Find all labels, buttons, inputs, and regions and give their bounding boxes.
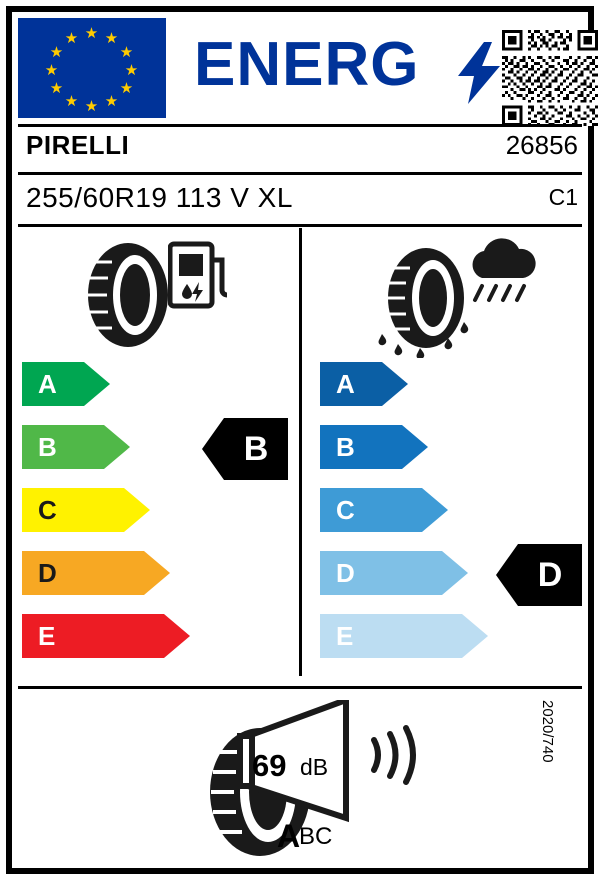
regulation-code: 2020/740 — [539, 700, 556, 763]
divider-vertical — [299, 228, 302, 676]
fuel-grade-d-letter: D — [38, 558, 57, 588]
tyre-size: 255/60R19 113 V XL — [26, 182, 293, 213]
wet-grade-b-letter: B — [336, 432, 355, 462]
wet-result-badge — [496, 544, 582, 606]
divider-noise — [18, 686, 582, 689]
divider-size — [18, 224, 582, 227]
fuel-grade-scale — [22, 362, 182, 677]
brand-name: PIRELLI — [26, 130, 130, 160]
noise-class-selected: A — [277, 818, 301, 854]
wet-grade-c — [320, 488, 480, 532]
wet-grade-e — [320, 614, 480, 658]
fuel-grade-d — [22, 551, 182, 595]
wet-grade-a — [320, 362, 480, 406]
wet-grade-a-letter: A — [336, 369, 355, 399]
noise-value: 69 — [252, 748, 287, 783]
wet-grade-d — [320, 551, 480, 595]
fuel-grade-c-letter: C — [38, 495, 57, 525]
wet-grip-scale — [320, 362, 480, 677]
divider-header — [18, 124, 582, 127]
fuel-grade-a — [22, 362, 182, 406]
fuel-grade-b — [22, 425, 182, 469]
wet-grade-c-letter: C — [336, 495, 355, 525]
fuel-grade-e-letter: E — [38, 621, 56, 651]
energy-wordmark: ENERG — [194, 30, 420, 99]
fuel-pump-icon — [168, 238, 230, 310]
fuel-grade-a-letter: A — [38, 369, 57, 399]
noise-unit: dB — [300, 754, 329, 780]
sound-waves-icon — [368, 722, 430, 788]
fuel-grade-b-letter: B — [38, 432, 57, 462]
eu-flag-icon: ★ ★ ★ ★ ★ ★ ★ ★ ★ ★ ★ ★ — [18, 18, 166, 118]
fuel-grade-e — [22, 614, 182, 658]
wet-result-letter: D — [537, 556, 563, 594]
tyre-wet-icon — [376, 246, 476, 358]
fuel-result-badge — [202, 418, 288, 480]
noise-class-rest: BC — [299, 823, 333, 850]
tyre-icon — [78, 240, 178, 350]
qr-code-icon — [502, 30, 598, 126]
fuel-result-letter: B — [243, 430, 269, 468]
tyre-class: C1 — [548, 184, 578, 210]
brand-row — [18, 130, 582, 170]
label-header — [18, 18, 582, 122]
model-code: 26856 — [505, 130, 578, 160]
fuel-grade-c — [22, 488, 182, 532]
wet-grade-d-letter: D — [336, 558, 355, 588]
rain-cloud-icon — [462, 238, 542, 314]
wet-grade-b — [320, 425, 480, 469]
wet-grade-e-letter: E — [336, 621, 354, 651]
divider-brand — [18, 172, 582, 175]
tyre-size-row — [18, 182, 582, 222]
lightning-bolt-icon — [458, 42, 500, 104]
